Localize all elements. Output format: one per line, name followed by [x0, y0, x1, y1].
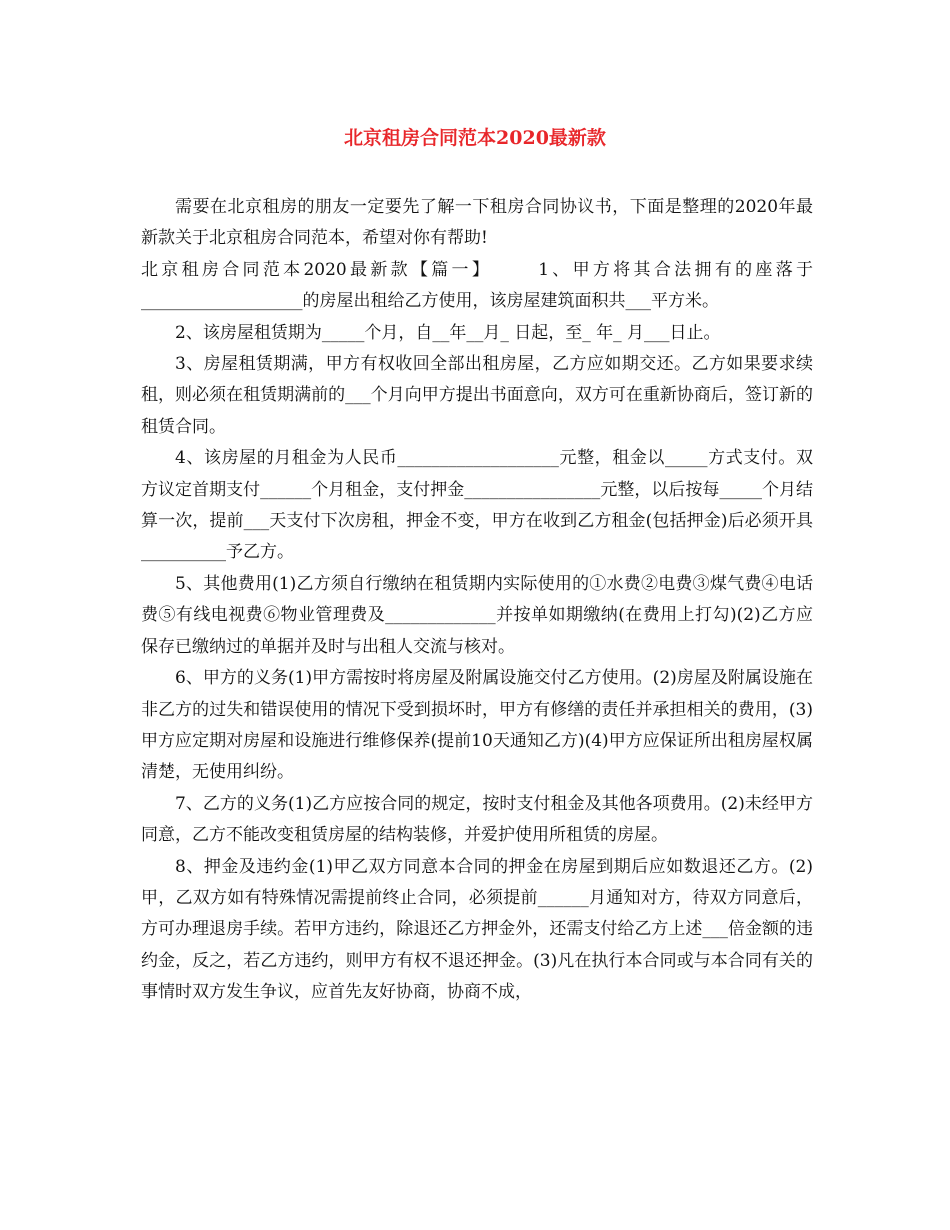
clause-4: 4、该房屋的月租金为人民币___________________元整，租金以_____方式支付。双方议定首期支付______个月租金，支付押金________________元整，以后按每_____个月结算一次，提前___天支付下次房租，押金不变，甲方在收到乙方租金(包括押金)后必须开具__________予乙方。 [141, 448, 813, 563]
clause-5: 5、其他费用(1)乙方须自行缴纳在租赁期内实际使用的①水费②电费③煤气费④电话费⑤有线电视费⑥物业管理费及_____________并按单如期缴纳(在费用上打勾)(2)乙方应保存已缴纳过的单据并及时与出租人交流与核对。 [141, 573, 813, 657]
clause-7: 7、乙方的义务(1)乙方应按合同的规定，按时支付租金及其他各项费用。(2)未经甲方同意，乙方不能改变租赁房屋的结构装修，并爱护使用所租赁的房屋。 [141, 793, 813, 846]
clause-8: 8、押金及违约金(1)甲乙双方同意本合同的押金在房屋到期后应如数退还乙方。(2)甲，乙双方如有特殊情况需提前终止合同，必须提前______月通知对方，待双方同意后，方可办理退房手续。若甲方违约，除退还乙方押金外，还需支付给乙方上述___倍金额的违约金，反之，若乙方违约，则甲方有权不退还押金。(3)凡在执行本合同或与本合同有关的事情时双方发生争议，应首先友好协商，协商不成， [141, 856, 813, 1003]
section-paragraph [141, 255, 813, 318]
intro-paragraph: 需要在北京租房的朋友一定要先了解一下租房合同协议书，下面是整理的2020年最新款关于北京租房合同范本，希望对你有帮助! [141, 197, 813, 249]
section-heading: 北京租房合同范本2020最新款【篇一】 [141, 259, 493, 280]
clause-2: 2、该房屋租赁期为_____个月，自__年__月_ 日起，至_ 年_ 月___日止。 [175, 322, 721, 343]
clause-6: 6、甲方的义务(1)甲方需按时将房屋及附属设施交付乙方使用。(2)房屋及附属设施在非乙方的过失和错误使用的情况下受到损坏时，甲方有修缮的责任并承担相关的费用，(3)甲方应定期对房屋和设施进行维修保养(提前10天通知乙方)(4)甲方应保证所出租房屋权属清楚，无使用纠纷。 [141, 668, 813, 783]
clause-1: 1、甲方将其合法拥有的座落于___________________的房屋出租给乙方使用，该房屋建筑面积共___平方米。 [141, 259, 813, 312]
document-body [141, 192, 813, 1009]
clause-3: 3、房屋租赁期满，甲方有权收回全部出租房屋，乙方应如期交还。乙方如果要求续租，则必须在租赁期满前的___个月向甲方提出书面意向，双方可在重新协商后，签订新的租赁合同。 [141, 354, 813, 437]
document-title: 北京租房合同范本2020最新款 [344, 127, 606, 149]
